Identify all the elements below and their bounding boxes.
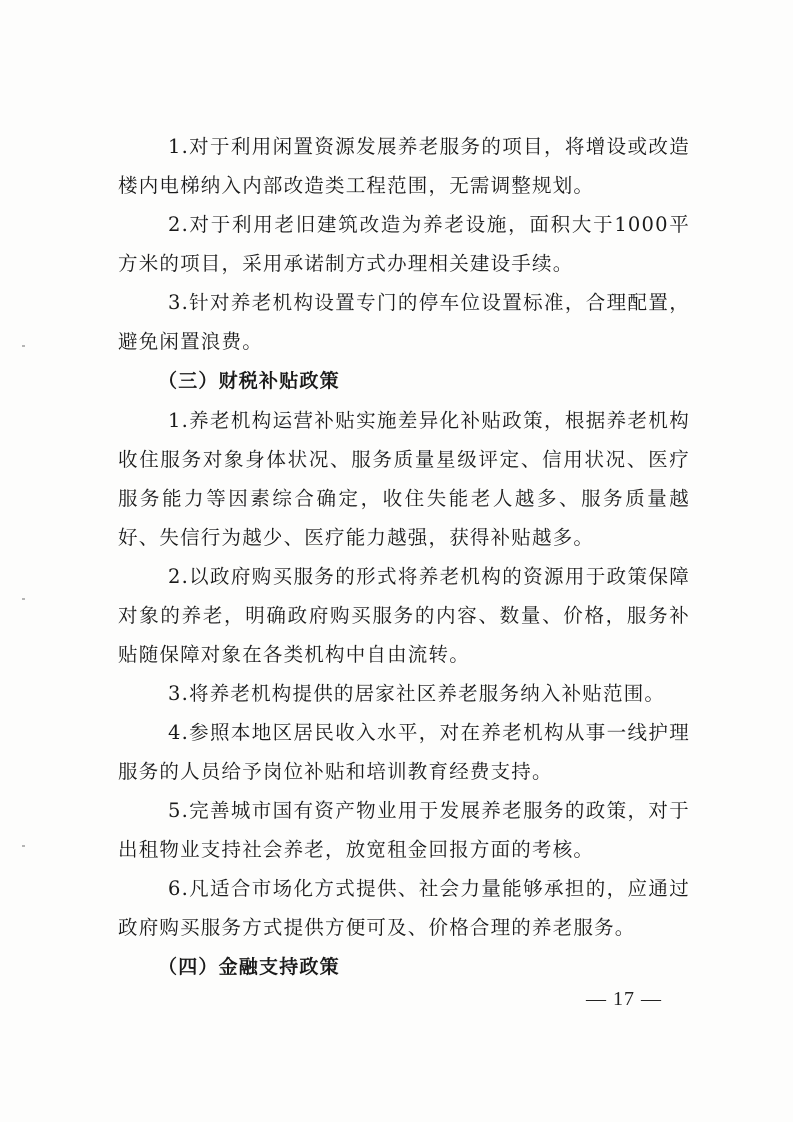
section-heading-financial-support: （四）金融支持政策 bbox=[158, 956, 340, 978]
scan-mark bbox=[22, 845, 25, 847]
paragraph-community-service-subsidy: 3.将养老机构提供的居家社区养老服务纳入补贴范围。 bbox=[168, 682, 666, 705]
paragraph-market-service-purchase: 6.凡适合市场化方式提供、社会力量能够承担的，应通过政府购买服务方式提供方便可及、价格合理的养老服务。 bbox=[118, 877, 690, 939]
scan-mark bbox=[22, 598, 25, 600]
paragraph-state-property-policy: 5.完善城市国有资产物业用于发展养老服务的政策，对于出租物业支持社会养老，放宽租金回报方面的考核。 bbox=[118, 799, 690, 861]
scan-mark bbox=[22, 345, 25, 347]
paragraph-parking-standard: 3.针对养老机构设置专门的停车位设置标准，合理配置，避免闲置浪费。 bbox=[118, 291, 690, 353]
paragraph-operation-subsidy: 1.养老机构运营补贴实施差异化补贴政策，根据养老机构收住服务对象身体状况、服务质量星级评定、信用状况、医疗服务能力等因素综合确定，收住失能老人越多、服务质量越好、失信行为越少、医疗能力越强，获得补贴越多。 bbox=[118, 409, 690, 549]
paragraph-old-building-renovation: 2.对于利用老旧建筑改造为养老设施，面积大于1000平方米的项目，采用承诺制方式办理相关建设手续。 bbox=[118, 213, 690, 275]
paragraph-caregiver-subsidy: 4.参照本地区居民收入水平，对在养老机构从事一线护理服务的人员给予岗位补贴和培训教育经费支持。 bbox=[118, 721, 690, 783]
paragraph-government-purchase: 2.以政府购买服务的形式将养老机构的资源用于政策保障对象的养老，明确政府购买服务的内容、数量、价格，服务补贴随保障对象在各类机构中自由流转。 bbox=[118, 565, 690, 666]
section-heading-fiscal-subsidy: （三）财税补贴政策 bbox=[158, 370, 340, 392]
page-number: — 17 — bbox=[586, 988, 662, 1010]
paragraph-elevator-renovation: 1.对于利用闲置资源发展养老服务的项目，将增设或改造楼内电梯纳入内部改造类工程范围，无需调整规划。 bbox=[118, 135, 690, 197]
